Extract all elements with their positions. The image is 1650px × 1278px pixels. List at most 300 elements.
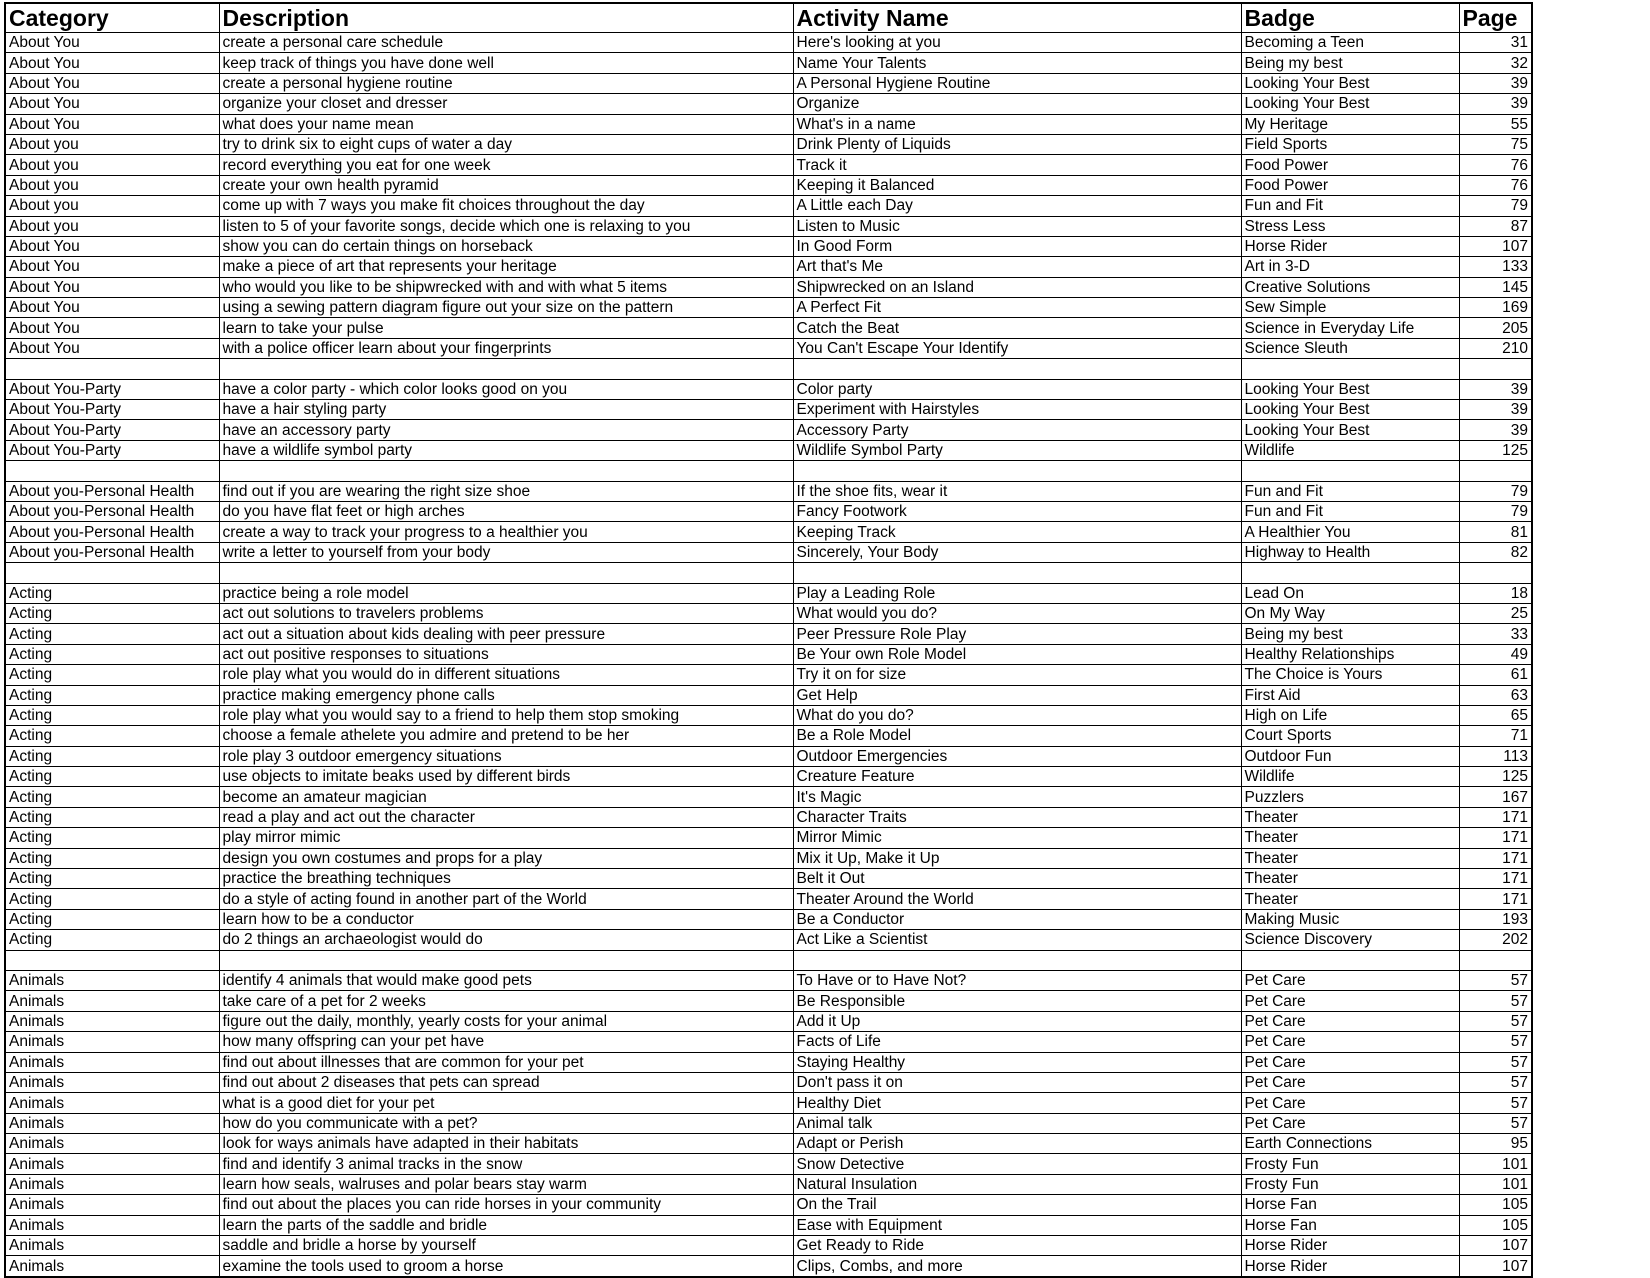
cell-description: who would you like to be shipwrecked with and with what 5 items	[219, 277, 793, 297]
cell-page: 193	[1459, 909, 1532, 929]
table-row	[5, 196, 1532, 216]
cell-badge: On My Way	[1241, 603, 1459, 623]
cell-activity-name: Natural Insulation	[793, 1174, 1241, 1194]
table-row	[5, 114, 1532, 134]
cell-description: practice the breathing techniques	[219, 869, 793, 889]
cell-badge: Being my best	[1241, 53, 1459, 73]
table-row	[5, 501, 1532, 521]
cell-page: 171	[1459, 828, 1532, 848]
cell-description: have a hair styling party	[219, 400, 793, 420]
cell-page: 95	[1459, 1134, 1532, 1154]
cell-page: 39	[1459, 94, 1532, 114]
cell-activity-name: Belt it Out	[793, 869, 1241, 889]
cell-activity-name	[793, 950, 1241, 970]
cell-description: design you own costumes and props for a play	[219, 848, 793, 868]
cell-category: Acting	[5, 930, 219, 950]
cell-badge: Court Sports	[1241, 726, 1459, 746]
cell-description: make a piece of art that represents your heritage	[219, 257, 793, 277]
cell-category	[5, 563, 219, 583]
cell-badge: Creative Solutions	[1241, 277, 1459, 297]
cell-activity-name: Don't pass it on	[793, 1072, 1241, 1092]
cell-page: 125	[1459, 440, 1532, 460]
cell-activity-name	[793, 359, 1241, 379]
cell-badge: Pet Care	[1241, 991, 1459, 1011]
header-category: Category	[5, 3, 219, 33]
cell-category: Animals	[5, 1093, 219, 1113]
cell-page: 171	[1459, 848, 1532, 868]
cell-page: 107	[1459, 1256, 1532, 1277]
cell-page	[1459, 461, 1532, 481]
table-row	[5, 338, 1532, 358]
cell-page: 57	[1459, 1011, 1532, 1031]
cell-activity-name: Clips, Combs, and more	[793, 1256, 1241, 1277]
cell-category: About You	[5, 73, 219, 93]
cell-badge: Pet Care	[1241, 1093, 1459, 1113]
cell-description: show you can do certain things on horseback	[219, 236, 793, 256]
cell-activity-name: Try it on for size	[793, 665, 1241, 685]
cell-category: About You-Party	[5, 440, 219, 460]
cell-page: 107	[1459, 1236, 1532, 1256]
cell-activity-name: Add it Up	[793, 1011, 1241, 1031]
table-row	[5, 1174, 1532, 1194]
cell-badge	[1241, 563, 1459, 583]
table-row	[5, 1113, 1532, 1133]
cell-description: have an accessory party	[219, 420, 793, 440]
cell-badge: Field Sports	[1241, 134, 1459, 154]
cell-activity-name: Keeping it Balanced	[793, 175, 1241, 195]
cell-badge: Looking Your Best	[1241, 400, 1459, 420]
cell-badge: Food Power	[1241, 155, 1459, 175]
cell-page: 32	[1459, 53, 1532, 73]
cell-page	[1459, 359, 1532, 379]
cell-activity-name: You Can't Escape Your Identify	[793, 338, 1241, 358]
table-row	[5, 522, 1532, 542]
cell-category: Acting	[5, 583, 219, 603]
table-row	[5, 603, 1532, 623]
cell-category: About you-Personal Health	[5, 522, 219, 542]
header-badge: Badge	[1241, 3, 1459, 33]
cell-category: Animals	[5, 1134, 219, 1154]
cell-description: do a style of acting found in another part of the World	[219, 889, 793, 909]
cell-page: 105	[1459, 1215, 1532, 1235]
cell-category: Animals	[5, 970, 219, 990]
cell-category: Animals	[5, 1052, 219, 1072]
cell-page: 71	[1459, 726, 1532, 746]
cell-activity-name: Healthy Diet	[793, 1093, 1241, 1113]
cell-activity-name: Play a Leading Role	[793, 583, 1241, 603]
cell-activity-name: Be a Conductor	[793, 909, 1241, 929]
cell-page: 107	[1459, 236, 1532, 256]
cell-activity-name: To Have or to Have Not?	[793, 970, 1241, 990]
table-row	[5, 33, 1532, 53]
cell-page: 81	[1459, 522, 1532, 542]
cell-description: what is a good diet for your pet	[219, 1093, 793, 1113]
cell-page: 55	[1459, 114, 1532, 134]
table-row	[5, 481, 1532, 501]
cell-category: Acting	[5, 828, 219, 848]
cell-page: 31	[1459, 33, 1532, 53]
cell-badge: Theater	[1241, 869, 1459, 889]
table-row	[5, 1195, 1532, 1215]
cell-activity-name: It's Magic	[793, 787, 1241, 807]
cell-badge: A Healthier You	[1241, 522, 1459, 542]
table-row	[5, 1072, 1532, 1092]
cell-category	[5, 461, 219, 481]
table-row	[5, 379, 1532, 399]
cell-description: how many offspring can your pet have	[219, 1032, 793, 1052]
cell-description: learn the parts of the saddle and bridle	[219, 1215, 793, 1235]
cell-page: 145	[1459, 277, 1532, 297]
cell-description: role play what you would do in different situations	[219, 665, 793, 685]
cell-category: Animals	[5, 1215, 219, 1235]
cell-activity-name: A Personal Hygiene Routine	[793, 73, 1241, 93]
cell-description: create a personal hygiene routine	[219, 73, 793, 93]
table-row	[5, 685, 1532, 705]
cell-description: use objects to imitate beaks used by different birds	[219, 767, 793, 787]
cell-page: 202	[1459, 930, 1532, 950]
cell-category: About You	[5, 318, 219, 338]
cell-description: find and identify 3 animal tracks in the snow	[219, 1154, 793, 1174]
cell-badge: Stress Less	[1241, 216, 1459, 236]
table-row	[5, 1215, 1532, 1235]
cell-badge: Pet Care	[1241, 1072, 1459, 1092]
cell-page	[1459, 563, 1532, 583]
cell-page: 169	[1459, 298, 1532, 318]
table-row	[5, 400, 1532, 420]
table-row	[5, 1093, 1532, 1113]
table-row	[5, 298, 1532, 318]
cell-page: 18	[1459, 583, 1532, 603]
cell-badge: High on Life	[1241, 705, 1459, 725]
table-row	[5, 175, 1532, 195]
cell-description: how do you communicate with a pet?	[219, 1113, 793, 1133]
cell-page: 57	[1459, 1093, 1532, 1113]
cell-description: find out if you are wearing the right size shoe	[219, 481, 793, 501]
cell-category: About you-Personal Health	[5, 481, 219, 501]
cell-page: 57	[1459, 1113, 1532, 1133]
table-row	[5, 767, 1532, 787]
table-row	[5, 807, 1532, 827]
cell-page: 171	[1459, 869, 1532, 889]
cell-page: 39	[1459, 400, 1532, 420]
cell-category: About You	[5, 53, 219, 73]
cell-description: practice making emergency phone calls	[219, 685, 793, 705]
table-row	[5, 94, 1532, 114]
cell-category: Acting	[5, 746, 219, 766]
cell-activity-name: Color party	[793, 379, 1241, 399]
header-description: Description	[219, 3, 793, 33]
cell-activity-name: A Little each Day	[793, 196, 1241, 216]
cell-page: 205	[1459, 318, 1532, 338]
table-row	[5, 869, 1532, 889]
cell-description: find out about the places you can ride horses in your community	[219, 1195, 793, 1215]
cell-category: Animals	[5, 1256, 219, 1277]
cell-description: record everything you eat for one week	[219, 155, 793, 175]
table-row	[5, 155, 1532, 175]
cell-description: figure out the daily, monthly, yearly costs for your animal	[219, 1011, 793, 1031]
cell-description: do you have flat feet or high arches	[219, 501, 793, 521]
table-row	[5, 359, 1532, 379]
cell-activity-name: Be a Role Model	[793, 726, 1241, 746]
cell-activity-name: Catch the Beat	[793, 318, 1241, 338]
table-row	[5, 787, 1532, 807]
cell-description: act out a situation about kids dealing with peer pressure	[219, 624, 793, 644]
cell-activity-name: A Perfect Fit	[793, 298, 1241, 318]
cell-description: become an amateur magician	[219, 787, 793, 807]
table-row	[5, 257, 1532, 277]
cell-badge: Lead On	[1241, 583, 1459, 603]
cell-description: create your own health pyramid	[219, 175, 793, 195]
table-row	[5, 705, 1532, 725]
cell-badge: Looking Your Best	[1241, 420, 1459, 440]
cell-activity-name	[793, 563, 1241, 583]
cell-category: Acting	[5, 869, 219, 889]
table-row	[5, 889, 1532, 909]
cell-category: About You-Party	[5, 400, 219, 420]
cell-page: 33	[1459, 624, 1532, 644]
cell-badge: Horse Rider	[1241, 1236, 1459, 1256]
header-activity-name: Activity Name	[793, 3, 1241, 33]
cell-activity-name: Fancy Footwork	[793, 501, 1241, 521]
table-row	[5, 1236, 1532, 1256]
table-row	[5, 563, 1532, 583]
cell-category: Acting	[5, 705, 219, 725]
cell-badge: Frosty Fun	[1241, 1154, 1459, 1174]
cell-category: About You-Party	[5, 420, 219, 440]
table-row	[5, 848, 1532, 868]
cell-page: 75	[1459, 134, 1532, 154]
cell-badge: Wildlife	[1241, 767, 1459, 787]
cell-category: About you-Personal Health	[5, 501, 219, 521]
table-row	[5, 583, 1532, 603]
table-row	[5, 1154, 1532, 1174]
table-row	[5, 665, 1532, 685]
cell-badge: Horse Rider	[1241, 236, 1459, 256]
cell-page: 39	[1459, 73, 1532, 93]
table-row	[5, 1032, 1532, 1052]
table-row	[5, 542, 1532, 562]
cell-description: find out about illnesses that are common for your pet	[219, 1052, 793, 1072]
cell-activity-name: Facts of Life	[793, 1032, 1241, 1052]
cell-category: About you	[5, 196, 219, 216]
cell-description: look for ways animals have adapted in their habitats	[219, 1134, 793, 1154]
cell-badge: Being my best	[1241, 624, 1459, 644]
cell-badge: Theater	[1241, 807, 1459, 827]
cell-description: create a personal care schedule	[219, 33, 793, 53]
cell-badge: Science in Everyday Life	[1241, 318, 1459, 338]
table-row	[5, 461, 1532, 481]
cell-description: take care of a pet for 2 weeks	[219, 991, 793, 1011]
cell-category: About You	[5, 277, 219, 297]
cell-category: Animals	[5, 1072, 219, 1092]
cell-category: About You	[5, 257, 219, 277]
cell-category: About you	[5, 216, 219, 236]
cell-badge: Looking Your Best	[1241, 379, 1459, 399]
cell-description: practice being a role model	[219, 583, 793, 603]
cell-activity-name: On the Trail	[793, 1195, 1241, 1215]
cell-category: Acting	[5, 848, 219, 868]
cell-activity-name: Peer Pressure Role Play	[793, 624, 1241, 644]
table-row	[5, 53, 1532, 73]
cell-activity-name: Get Ready to Ride	[793, 1236, 1241, 1256]
cell-badge: Fun and Fit	[1241, 501, 1459, 521]
cell-activity-name: Snow Detective	[793, 1154, 1241, 1174]
cell-badge: Becoming a Teen	[1241, 33, 1459, 53]
cell-activity-name: What would you do?	[793, 603, 1241, 623]
cell-activity-name: Art that's Me	[793, 257, 1241, 277]
cell-category: Acting	[5, 807, 219, 827]
cell-page: 57	[1459, 1052, 1532, 1072]
cell-activity-name: Here's looking at you	[793, 33, 1241, 53]
cell-description: read a play and act out the character	[219, 807, 793, 827]
cell-activity-name: Animal talk	[793, 1113, 1241, 1133]
cell-activity-name: What do you do?	[793, 705, 1241, 725]
cell-activity-name: Mix it Up, Make it Up	[793, 848, 1241, 868]
cell-category: Animals	[5, 1174, 219, 1194]
cell-page: 76	[1459, 175, 1532, 195]
cell-badge: Healthy Relationships	[1241, 644, 1459, 664]
table-row	[5, 440, 1532, 460]
cell-category: Animals	[5, 1154, 219, 1174]
activity-table	[4, 2, 1533, 1278]
cell-category: About You	[5, 236, 219, 256]
cell-activity-name	[793, 461, 1241, 481]
cell-description: act out solutions to travelers problems	[219, 603, 793, 623]
cell-description: what does your name mean	[219, 114, 793, 134]
table-body	[5, 33, 1532, 1277]
cell-description: act out positive responses to situations	[219, 644, 793, 664]
cell-description: learn how to be a conductor	[219, 909, 793, 929]
cell-badge: Pet Care	[1241, 1052, 1459, 1072]
cell-page: 125	[1459, 767, 1532, 787]
cell-activity-name: Be Your own Role Model	[793, 644, 1241, 664]
table-row	[5, 1256, 1532, 1277]
cell-description: listen to 5 of your favorite songs, decide which one is relaxing to you	[219, 216, 793, 236]
cell-activity-name: Name Your Talents	[793, 53, 1241, 73]
cell-page: 57	[1459, 1032, 1532, 1052]
cell-page: 39	[1459, 379, 1532, 399]
cell-page: 49	[1459, 644, 1532, 664]
cell-description: come up with 7 ways you make fit choices throughout the day	[219, 196, 793, 216]
cell-activity-name: Theater Around the World	[793, 889, 1241, 909]
cell-description: find out about 2 diseases that pets can spread	[219, 1072, 793, 1092]
cell-activity-name: Staying Healthy	[793, 1052, 1241, 1072]
cell-badge: Fun and Fit	[1241, 196, 1459, 216]
cell-page: 76	[1459, 155, 1532, 175]
cell-page: 82	[1459, 542, 1532, 562]
cell-activity-name: Adapt or Perish	[793, 1134, 1241, 1154]
cell-category: Acting	[5, 665, 219, 685]
table-row	[5, 746, 1532, 766]
cell-badge: Pet Care	[1241, 1011, 1459, 1031]
table-row	[5, 930, 1532, 950]
cell-page: 101	[1459, 1174, 1532, 1194]
cell-activity-name: Listen to Music	[793, 216, 1241, 236]
table-row	[5, 216, 1532, 236]
cell-category: About you	[5, 134, 219, 154]
cell-activity-name: Creature Feature	[793, 767, 1241, 787]
cell-activity-name: Drink Plenty of Liquids	[793, 134, 1241, 154]
cell-category: About you-Personal Health	[5, 542, 219, 562]
cell-badge: Highway to Health	[1241, 542, 1459, 562]
cell-activity-name: Accessory Party	[793, 420, 1241, 440]
cell-activity-name: Ease with Equipment	[793, 1215, 1241, 1235]
cell-activity-name: Sincerely, Your Body	[793, 542, 1241, 562]
cell-page: 113	[1459, 746, 1532, 766]
cell-badge: Theater	[1241, 828, 1459, 848]
table-row	[5, 1011, 1532, 1031]
cell-description: using a sewing pattern diagram figure out your size on the pattern	[219, 298, 793, 318]
cell-page: 57	[1459, 991, 1532, 1011]
cell-badge: Outdoor Fun	[1241, 746, 1459, 766]
cell-activity-name: Shipwrecked on an Island	[793, 277, 1241, 297]
cell-activity-name: Wildlife Symbol Party	[793, 440, 1241, 460]
cell-badge: Art in 3-D	[1241, 257, 1459, 277]
cell-category: Animals	[5, 1195, 219, 1215]
cell-description: role play what you would say to a friend to help them stop smoking	[219, 705, 793, 725]
cell-badge: Pet Care	[1241, 1113, 1459, 1133]
cell-description	[219, 950, 793, 970]
cell-badge: Earth Connections	[1241, 1134, 1459, 1154]
cell-category: Acting	[5, 767, 219, 787]
header-row	[5, 3, 1532, 33]
cell-page: 79	[1459, 196, 1532, 216]
table-row	[5, 991, 1532, 1011]
cell-badge: My Heritage	[1241, 114, 1459, 134]
cell-category	[5, 359, 219, 379]
cell-description: play mirror mimic	[219, 828, 793, 848]
cell-page: 133	[1459, 257, 1532, 277]
cell-page: 61	[1459, 665, 1532, 685]
cell-page	[1459, 950, 1532, 970]
cell-description: have a wildlife symbol party	[219, 440, 793, 460]
cell-badge: Food Power	[1241, 175, 1459, 195]
cell-category: Animals	[5, 1236, 219, 1256]
cell-category: Animals	[5, 1011, 219, 1031]
table-row	[5, 1052, 1532, 1072]
cell-category: Acting	[5, 787, 219, 807]
cell-badge: Horse Rider	[1241, 1256, 1459, 1277]
cell-category: About You	[5, 298, 219, 318]
cell-page: 57	[1459, 970, 1532, 990]
table-row	[5, 624, 1532, 644]
table-row	[5, 909, 1532, 929]
cell-page: 63	[1459, 685, 1532, 705]
cell-activity-name: Character Traits	[793, 807, 1241, 827]
cell-category: About You-Party	[5, 379, 219, 399]
cell-activity-name: Keeping Track	[793, 522, 1241, 542]
cell-page: 105	[1459, 1195, 1532, 1215]
cell-activity-name: Experiment with Hairstyles	[793, 400, 1241, 420]
cell-description: organize your closet and dresser	[219, 94, 793, 114]
cell-description: choose a female athelete you admire and pretend to be her	[219, 726, 793, 746]
header-page: Page	[1459, 3, 1532, 33]
cell-description: create a way to track your progress to a healthier you	[219, 522, 793, 542]
cell-badge: Theater	[1241, 889, 1459, 909]
cell-page: 79	[1459, 501, 1532, 521]
cell-badge: Sew Simple	[1241, 298, 1459, 318]
cell-description: identify 4 animals that would make good pets	[219, 970, 793, 990]
cell-page: 79	[1459, 481, 1532, 501]
cell-description: learn to take your pulse	[219, 318, 793, 338]
cell-description	[219, 461, 793, 481]
cell-badge: The Choice is Yours	[1241, 665, 1459, 685]
cell-description: with a police officer learn about your fingerprints	[219, 338, 793, 358]
cell-badge: Fun and Fit	[1241, 481, 1459, 501]
cell-category: About you	[5, 155, 219, 175]
cell-activity-name: Act Like a Scientist	[793, 930, 1241, 950]
cell-category: About You	[5, 114, 219, 134]
